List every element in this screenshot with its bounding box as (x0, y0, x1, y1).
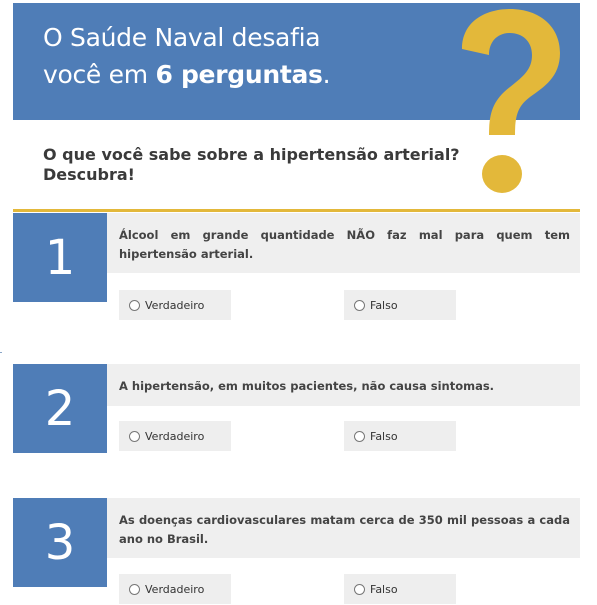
question-text: As doenças cardiovasculares matam cerca de 350 mil pessoas a cada ano no Brasil. (107, 498, 580, 558)
option-falso[interactable] (344, 574, 456, 604)
option-label: Verdadeiro (145, 429, 205, 443)
option-label: Falso (370, 582, 398, 596)
question-text: Álcool em grande quantidade NÃO faz mal para quem tem hipertensão arterial. (107, 213, 580, 273)
option-label: Verdadeiro (145, 582, 205, 596)
edge-marker (0, 352, 2, 353)
option-label: Verdadeiro (145, 298, 205, 312)
option-verdadeiro[interactable] (119, 574, 231, 604)
option-falso[interactable] (344, 290, 456, 320)
radio-button[interactable] (129, 431, 140, 442)
intro-call-to-action: Descubra! (43, 165, 135, 184)
radio-button[interactable] (354, 431, 365, 442)
radio-button[interactable] (129, 584, 140, 595)
banner-highlight: 6 perguntas (155, 60, 323, 89)
banner-title-line2: você em 6 perguntas. (43, 60, 331, 89)
intro-question: O que você sabe sobre a hipertensão arterial? (43, 145, 460, 164)
option-verdadeiro[interactable] (119, 421, 231, 451)
radio-button[interactable] (354, 300, 365, 311)
question-number: 3 (13, 498, 107, 587)
question-number: 2 (13, 364, 107, 453)
option-label: Falso (370, 298, 398, 312)
intro-text (43, 145, 463, 185)
radio-button[interactable] (354, 584, 365, 595)
banner-title-line1: O Saúde Naval desafia (43, 23, 321, 52)
option-verdadeiro[interactable] (119, 290, 231, 320)
radio-button[interactable] (129, 300, 140, 311)
option-label: Falso (370, 429, 398, 443)
section-divider (13, 209, 580, 212)
option-falso[interactable] (344, 421, 456, 451)
question-number: 1 (13, 213, 107, 302)
question-text: A hipertensão, em muitos pacientes, não causa sintomas. (107, 364, 580, 406)
question-mark-icon (448, 3, 568, 203)
